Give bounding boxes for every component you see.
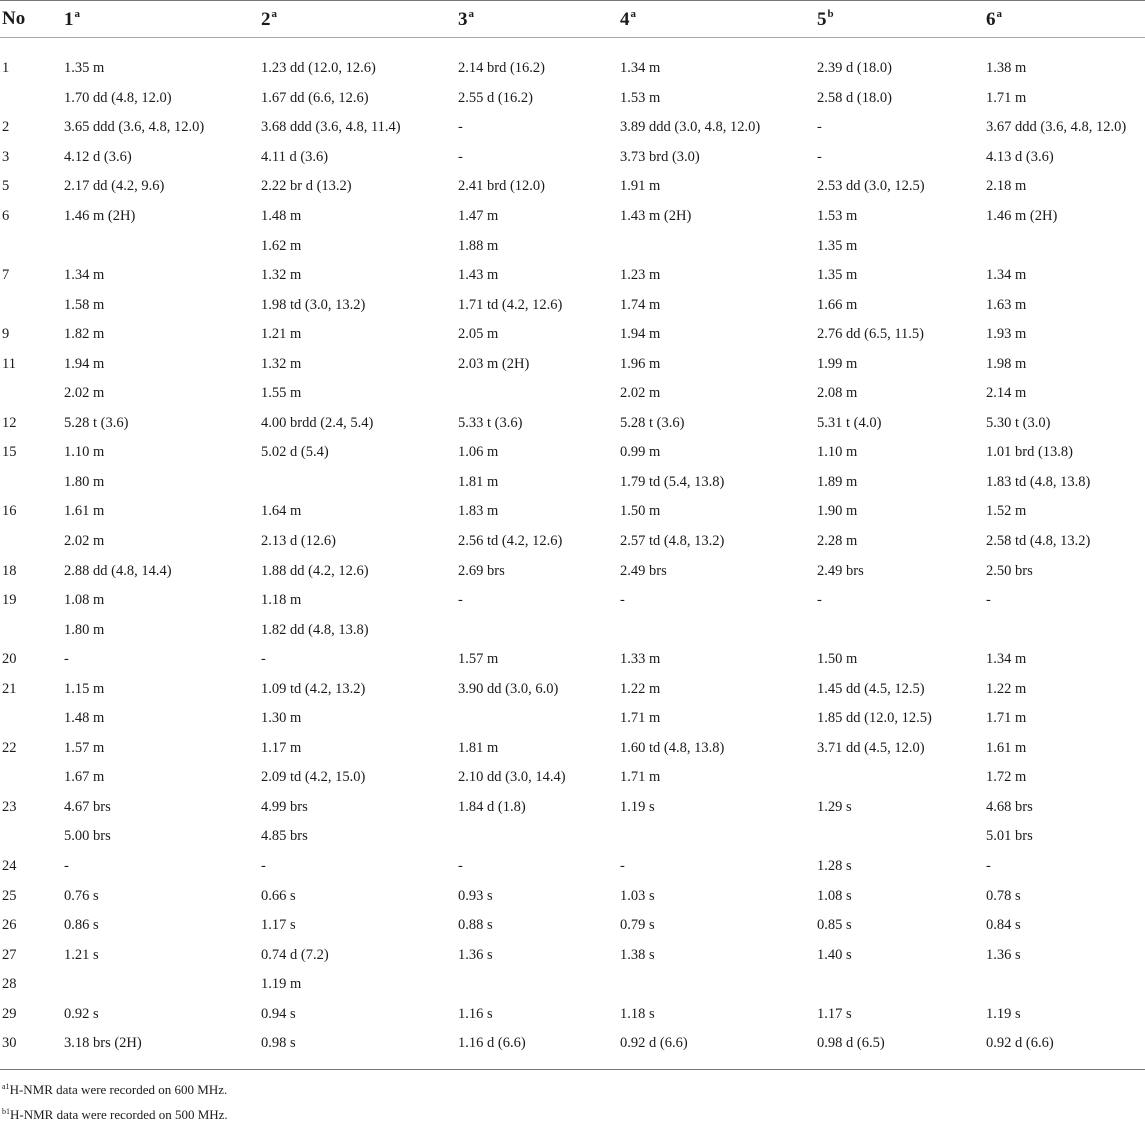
table-row [0, 674, 1145, 704]
shift-cell-compound-3: 2.05 m [458, 326, 499, 343]
shift-cell-compound-4: - [620, 592, 625, 609]
table-row [0, 202, 1145, 232]
shift-cell-compound-6: 1.83 td (4.8, 13.8) [986, 473, 1091, 490]
shift-cell-compound-3: 1.81 m [458, 473, 499, 490]
shift-cell-compound-2: 1.17 s [261, 917, 296, 934]
row-position-cell: 21 [2, 680, 17, 697]
shift-cell-compound-4: 1.34 m [620, 60, 661, 77]
shift-cell-compound-6: 3.67 ddd (3.6, 4.8, 12.0) [986, 119, 1127, 136]
shift-cell-compound-6: 1.34 m [986, 651, 1027, 668]
shift-cell-compound-2: 1.98 td (3.0, 13.2) [261, 296, 366, 313]
shift-cell-compound-2: 1.30 m [261, 710, 302, 727]
row-position-cell: 9 [2, 326, 10, 343]
shift-cell-compound-4: - [620, 858, 625, 875]
shift-cell-compound-3: - [458, 119, 463, 136]
header-compound-3: 3$^a$ [458, 7, 474, 30]
row-position-cell: 24 [2, 858, 17, 875]
shift-cell-compound-3: 1.88 m [458, 237, 499, 254]
shift-cell-compound-2: 1.21 m [261, 326, 302, 343]
shift-cell-compound-2: 2.13 d (12.6) [261, 533, 336, 550]
shift-cell-compound-6: 4.13 d (3.6) [986, 148, 1054, 165]
shift-cell-compound-6: 0.84 s [986, 917, 1021, 934]
shift-cell-compound-6: 1.36 s [986, 946, 1021, 963]
table-row [0, 734, 1145, 764]
shift-cell-compound-4: 1.53 m [620, 89, 661, 106]
shift-cell-compound-2: 4.85 brs [261, 828, 308, 845]
shift-cell-compound-4: 0.79 s [620, 917, 655, 934]
shift-cell-compound-1: 4.67 brs [64, 798, 111, 815]
shift-cell-compound-2: 0.74 d (7.2) [261, 946, 329, 963]
header-compound-1: 1$^a$ [64, 7, 80, 30]
table-row [0, 409, 1145, 439]
shift-cell-compound-1: 5.28 t (3.6) [64, 414, 129, 431]
shift-cell-compound-1: 1.35 m [64, 60, 105, 77]
shift-cell-compound-6: 1.34 m [986, 267, 1027, 284]
shift-cell-compound-1: 2.02 m [64, 385, 105, 402]
row-position-cell: 19 [2, 592, 17, 609]
shift-cell-compound-5: 0.98 d (6.5) [817, 1035, 885, 1052]
table-row [0, 438, 1145, 468]
shift-cell-compound-3: 2.41 brd (12.0) [458, 178, 545, 195]
shift-cell-compound-1: 4.12 d (3.6) [64, 148, 132, 165]
shift-cell-compound-5: 1.66 m [817, 296, 858, 313]
row-position-cell: 6 [2, 208, 10, 224]
shift-cell-compound-4: 1.23 m [620, 267, 661, 284]
header-no: No [2, 8, 26, 29]
shift-cell-compound-1: 1.21 s [64, 946, 99, 963]
shift-cell-compound-5: 2.53 dd (3.0, 12.5) [817, 178, 925, 195]
table-row [0, 586, 1145, 616]
shift-cell-compound-2: 1.32 m [261, 355, 302, 372]
shift-cell-compound-4: 1.22 m [620, 680, 661, 697]
table-row [0, 822, 1145, 852]
table-row [0, 645, 1145, 675]
shift-cell-compound-4: 5.28 t (3.6) [620, 414, 685, 431]
table-row [0, 527, 1145, 557]
shift-cell-compound-4: 2.49 brs [620, 562, 667, 579]
shift-cell-compound-5: 1.90 m [817, 503, 858, 520]
shift-cell-compound-3: 2.69 brs [458, 562, 505, 579]
row-position-cell: 22 [2, 739, 17, 756]
shift-cell-compound-2: 4.99 brs [261, 798, 308, 815]
footnote-a: $^{a1}$H-NMR data were recorded on 600 MHz. [2, 1081, 228, 1097]
shift-cell-compound-5: 1.89 m [817, 473, 858, 490]
table-row [0, 468, 1145, 498]
row-position-cell: 2 [2, 119, 10, 136]
shift-cell-compound-6: 1.71 m [986, 710, 1027, 727]
shift-cell-compound-5: 5.31 t (4.0) [817, 414, 882, 431]
row-position-cell: 28 [2, 976, 17, 993]
shift-cell-compound-3: 3.90 dd (3.0, 6.0) [458, 680, 559, 697]
table-row [0, 379, 1145, 409]
shift-cell-compound-6: - [986, 592, 991, 609]
shift-cell-compound-1: 1.82 m [64, 326, 105, 343]
table-row [0, 349, 1145, 379]
header-compound-4: 4$^a$ [620, 7, 636, 30]
shift-cell-compound-3: 2.10 dd (3.0, 14.4) [458, 769, 566, 786]
row-position-cell: 23 [2, 798, 17, 815]
row-position-cell: 30 [2, 1035, 17, 1052]
shift-cell-compound-4: 1.43 m (2H) [620, 208, 692, 224]
shift-cell-compound-5: 2.39 d (18.0) [817, 60, 892, 77]
table-row [0, 881, 1145, 911]
table-row [0, 113, 1145, 143]
shift-cell-compound-5: 1.50 m [817, 651, 858, 668]
shift-cell-compound-1: 1.67 m [64, 769, 105, 786]
table-row [0, 84, 1145, 114]
shift-cell-compound-1: 0.92 s [64, 1005, 99, 1022]
shift-cell-compound-3: 2.14 brd (16.2) [458, 60, 545, 77]
row-position-cell: 15 [2, 444, 17, 461]
shift-cell-compound-1: 1.70 dd (4.8, 12.0) [64, 89, 172, 106]
shift-cell-compound-3: 1.81 m [458, 739, 499, 756]
table-row [0, 172, 1145, 202]
shift-cell-compound-3: 1.71 td (4.2, 12.6) [458, 296, 563, 313]
table-row [0, 615, 1145, 645]
shift-cell-compound-2: 1.64 m [261, 503, 302, 520]
shift-cell-compound-5: 1.35 m [817, 237, 858, 254]
shift-cell-compound-3: 1.47 m [458, 208, 499, 224]
shift-cell-compound-2: - [261, 651, 266, 668]
shift-cell-compound-1: 3.18 brs (2H) [64, 1035, 142, 1052]
table-header-row [0, 1, 1145, 38]
shift-cell-compound-2: 1.62 m [261, 237, 302, 254]
shift-cell-compound-1: - [64, 651, 69, 668]
shift-cell-compound-5: 1.35 m [817, 267, 858, 284]
shift-cell-compound-5: - [817, 592, 822, 609]
shift-cell-compound-4: 1.96 m [620, 355, 661, 372]
shift-cell-compound-5: 2.28 m [817, 533, 858, 550]
table-row [0, 231, 1145, 261]
shift-cell-compound-1: 5.00 brs [64, 828, 111, 845]
shift-cell-compound-6: 5.30 t (3.0) [986, 414, 1051, 431]
shift-cell-compound-4: 1.91 m [620, 178, 661, 195]
shift-cell-compound-6: 1.38 m [986, 60, 1027, 77]
shift-cell-compound-6: 0.78 s [986, 887, 1021, 904]
shift-cell-compound-4: 2.02 m [620, 385, 661, 402]
shift-cell-compound-3: 1.83 m [458, 503, 499, 520]
shift-cell-compound-5: 1.29 s [817, 798, 852, 815]
row-position-cell: 12 [2, 414, 17, 431]
shift-cell-compound-5: 1.85 dd (12.0, 12.5) [817, 710, 932, 727]
shift-cell-compound-6: 1.19 s [986, 1005, 1021, 1022]
shift-cell-compound-1: 1.08 m [64, 592, 105, 609]
shift-cell-compound-6: - [986, 858, 991, 875]
table-row [0, 763, 1145, 793]
shift-cell-compound-1: 2.02 m [64, 533, 105, 550]
table-row [0, 704, 1145, 734]
table-row [0, 261, 1145, 291]
shift-cell-compound-2: 1.17 m [261, 739, 302, 756]
shift-cell-compound-6: 1.22 m [986, 680, 1027, 697]
table-row [0, 143, 1145, 173]
shift-cell-compound-1: 2.17 dd (4.2, 9.6) [64, 178, 165, 195]
table-row [0, 852, 1145, 882]
shift-cell-compound-5: - [817, 119, 822, 136]
table-row [0, 54, 1145, 84]
shift-cell-compound-3: 5.33 t (3.6) [458, 414, 523, 431]
header-compound-6: 6$^a$ [986, 7, 1002, 30]
shift-cell-compound-4: 1.71 m [620, 710, 661, 727]
shift-cell-compound-6: 1.98 m [986, 355, 1027, 372]
shift-cell-compound-4: 1.79 td (5.4, 13.8) [620, 473, 725, 490]
shift-cell-compound-6: 0.92 d (6.6) [986, 1035, 1054, 1052]
table-row [0, 793, 1145, 823]
table-row [0, 556, 1145, 586]
table-row [0, 320, 1145, 350]
row-position-cell: 27 [2, 946, 17, 963]
shift-cell-compound-3: 2.55 d (16.2) [458, 89, 533, 106]
table-row [0, 497, 1145, 527]
shift-cell-compound-4: 1.60 td (4.8, 13.8) [620, 739, 725, 756]
shift-cell-compound-1: 3.65 ddd (3.6, 4.8, 12.0) [64, 119, 205, 136]
shift-cell-compound-6: 5.01 brs [986, 828, 1033, 845]
shift-cell-compound-4: 2.57 td (4.8, 13.2) [620, 533, 725, 550]
shift-cell-compound-2: 5.02 d (5.4) [261, 444, 329, 461]
shift-cell-compound-1: 1.48 m [64, 710, 105, 727]
shift-cell-compound-6: 4.68 brs [986, 798, 1033, 815]
shift-cell-compound-2: 1.32 m [261, 267, 302, 284]
shift-cell-compound-3: 1.57 m [458, 651, 499, 668]
shift-cell-compound-5: 1.45 dd (4.5, 12.5) [817, 680, 925, 697]
shift-cell-compound-5: 3.71 dd (4.5, 12.0) [817, 739, 925, 756]
shift-cell-compound-5: 1.28 s [817, 858, 852, 875]
header-compound-2: 2$^a$ [261, 7, 277, 30]
shift-cell-compound-3: - [458, 858, 463, 875]
row-position-cell: 16 [2, 503, 17, 520]
table-row [0, 290, 1145, 320]
row-position-cell: 1 [2, 60, 10, 77]
shift-cell-compound-2: 2.09 td (4.2, 15.0) [261, 769, 366, 786]
shift-cell-compound-3: 1.36 s [458, 946, 493, 963]
shift-cell-compound-4: 1.50 m [620, 503, 661, 520]
table-body [0, 38, 1145, 1059]
row-position-cell: 18 [2, 562, 17, 579]
shift-cell-compound-6: 1.46 m (2H) [986, 208, 1058, 224]
shift-cell-compound-1: 2.88 dd (4.8, 14.4) [64, 562, 172, 579]
shift-cell-compound-3: 1.06 m [458, 444, 499, 461]
shift-cell-compound-2: 1.19 m [261, 976, 302, 993]
table-row [0, 1000, 1145, 1030]
shift-cell-compound-1: 1.15 m [64, 680, 105, 697]
shift-cell-compound-2: - [261, 858, 266, 875]
row-position-cell: 3 [2, 148, 10, 165]
shift-cell-compound-3: 2.56 td (4.2, 12.6) [458, 533, 563, 550]
row-position-cell: 11 [2, 355, 16, 372]
shift-cell-compound-2: 0.66 s [261, 887, 296, 904]
shift-cell-compound-5: 1.10 m [817, 444, 858, 461]
shift-cell-compound-5: 1.40 s [817, 946, 852, 963]
shift-cell-compound-4: 1.33 m [620, 651, 661, 668]
shift-cell-compound-5: 2.76 dd (6.5, 11.5) [817, 326, 924, 343]
row-position-cell: 5 [2, 178, 10, 195]
shift-cell-compound-1: 1.57 m [64, 739, 105, 756]
shift-cell-compound-6: 1.71 m [986, 89, 1027, 106]
row-position-cell: 26 [2, 917, 17, 934]
shift-cell-compound-2: 1.23 dd (12.0, 12.6) [261, 60, 376, 77]
shift-cell-compound-5: 2.58 d (18.0) [817, 89, 892, 106]
shift-cell-compound-6: 2.18 m [986, 178, 1027, 195]
shift-cell-compound-2: 2.22 br d (13.2) [261, 178, 352, 195]
shift-cell-compound-2: 4.00 brdd (2.4, 5.4) [261, 414, 374, 431]
shift-cell-compound-1: 1.80 m [64, 473, 105, 490]
shift-cell-compound-1: 1.46 m (2H) [64, 208, 136, 224]
row-position-cell: 7 [2, 267, 10, 284]
shift-cell-compound-4: 1.03 s [620, 887, 655, 904]
shift-cell-compound-6: 2.50 brs [986, 562, 1033, 579]
shift-cell-compound-2: 3.68 ddd (3.6, 4.8, 11.4) [261, 119, 401, 136]
shift-cell-compound-1: 1.10 m [64, 444, 105, 461]
row-position-cell: 20 [2, 651, 17, 668]
shift-cell-compound-4: 1.38 s [620, 946, 655, 963]
shift-cell-compound-5: 1.53 m [817, 208, 858, 224]
header-compound-5: 5$^b$ [817, 7, 834, 30]
shift-cell-compound-6: 1.93 m [986, 326, 1027, 343]
shift-cell-compound-4: 0.92 d (6.6) [620, 1035, 688, 1052]
table-row [0, 970, 1145, 1000]
shift-cell-compound-2: 0.98 s [261, 1035, 296, 1052]
shift-cell-compound-6: 1.52 m [986, 503, 1027, 520]
shift-cell-compound-5: 0.85 s [817, 917, 852, 934]
footnote-b: $^{b1}$H-NMR data were recorded on 500 MHz. [2, 1106, 228, 1122]
shift-cell-compound-3: 2.03 m (2H) [458, 355, 530, 372]
shift-cell-compound-3: 0.93 s [458, 887, 493, 904]
shift-cell-compound-3: 1.16 s [458, 1005, 493, 1022]
shift-cell-compound-4: 1.71 m [620, 769, 661, 786]
table-row [0, 940, 1145, 970]
shift-cell-compound-3: 1.84 d (1.8) [458, 798, 526, 815]
shift-cell-compound-6: 1.61 m [986, 739, 1027, 756]
shift-cell-compound-2: 1.82 dd (4.8, 13.8) [261, 621, 369, 638]
shift-cell-compound-3: - [458, 592, 463, 609]
row-position-cell: 25 [2, 887, 17, 904]
shift-cell-compound-5: 1.99 m [817, 355, 858, 372]
shift-cell-compound-6: 2.58 td (4.8, 13.2) [986, 533, 1091, 550]
shift-cell-compound-2: 1.88 dd (4.2, 12.6) [261, 562, 369, 579]
shift-cell-compound-4: 1.19 s [620, 798, 655, 815]
shift-cell-compound-4: 3.89 ddd (3.0, 4.8, 12.0) [620, 119, 761, 136]
table-row [0, 1029, 1145, 1059]
shift-cell-compound-3: 0.88 s [458, 917, 493, 934]
shift-cell-compound-1: - [64, 858, 69, 875]
table-bottom-rule [0, 1069, 1145, 1070]
shift-cell-compound-1: 0.86 s [64, 917, 99, 934]
shift-cell-compound-4: 1.74 m [620, 296, 661, 313]
shift-cell-compound-1: 1.58 m [64, 296, 105, 313]
shift-cell-compound-2: 0.94 s [261, 1005, 296, 1022]
shift-cell-compound-3: 1.16 d (6.6) [458, 1035, 526, 1052]
shift-cell-compound-5: - [817, 148, 822, 165]
row-position-cell: 29 [2, 1005, 17, 1022]
shift-cell-compound-5: 2.08 m [817, 385, 858, 402]
shift-cell-compound-1: 1.61 m [64, 503, 105, 520]
shift-cell-compound-1: 1.80 m [64, 621, 105, 638]
footnotes [0, 1076, 1145, 1126]
shift-cell-compound-5: 2.49 brs [817, 562, 864, 579]
table-row [0, 911, 1145, 941]
shift-cell-compound-6: 2.14 m [986, 385, 1027, 402]
shift-cell-compound-5: 1.08 s [817, 887, 852, 904]
shift-cell-compound-2: 1.55 m [261, 385, 302, 402]
shift-cell-compound-6: 1.63 m [986, 296, 1027, 313]
shift-cell-compound-5: 1.17 s [817, 1005, 852, 1022]
shift-cell-compound-1: 1.94 m [64, 355, 105, 372]
shift-cell-compound-6: 1.01 brd (13.8) [986, 444, 1073, 461]
shift-cell-compound-2: 1.18 m [261, 592, 302, 609]
shift-cell-compound-3: 1.43 m [458, 267, 499, 284]
shift-cell-compound-4: 1.94 m [620, 326, 661, 343]
shift-cell-compound-4: 3.73 brd (3.0) [620, 148, 700, 165]
shift-cell-compound-2: 1.67 dd (6.6, 12.6) [261, 89, 369, 106]
shift-cell-compound-4: 1.18 s [620, 1005, 655, 1022]
shift-cell-compound-3: - [458, 148, 463, 165]
shift-cell-compound-6: 1.72 m [986, 769, 1027, 786]
shift-cell-compound-2: 4.11 d (3.6) [261, 148, 329, 165]
shift-cell-compound-1: 1.34 m [64, 267, 105, 284]
shift-cell-compound-4: 0.99 m [620, 444, 661, 461]
shift-cell-compound-2: 1.09 td (4.2, 13.2) [261, 680, 366, 697]
shift-cell-compound-1: 0.76 s [64, 887, 99, 904]
shift-cell-compound-2: 1.48 m [261, 208, 302, 224]
